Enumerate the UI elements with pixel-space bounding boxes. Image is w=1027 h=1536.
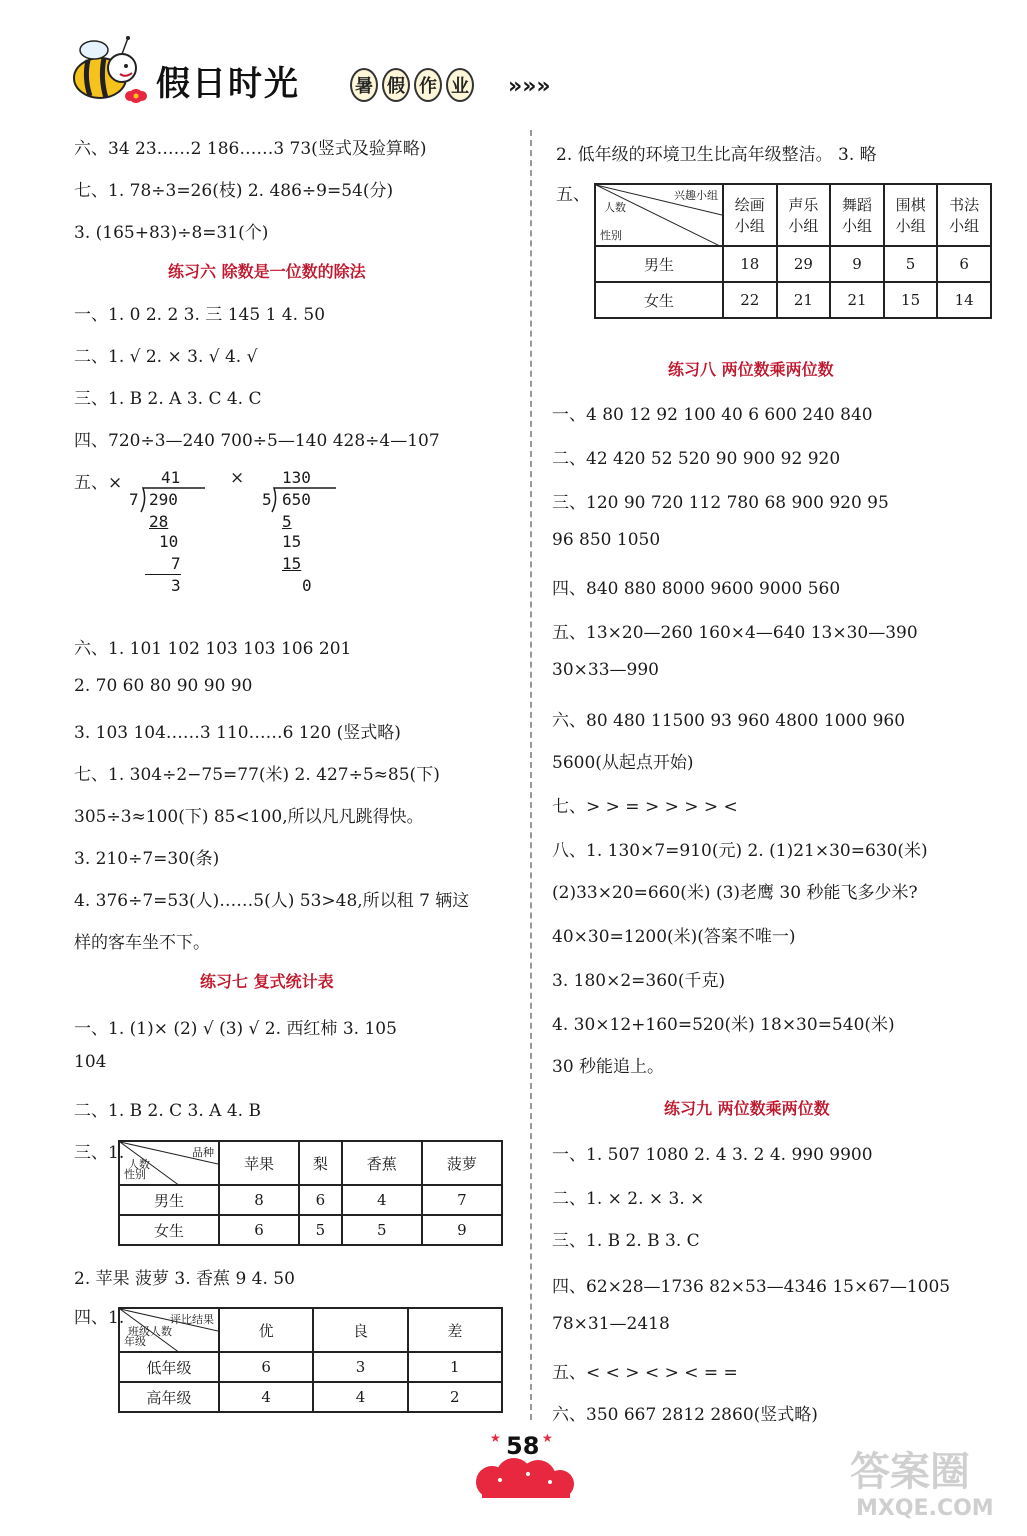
answer-line: 5600(从起点开始) — [552, 753, 694, 773]
header-badge — [350, 68, 474, 102]
column-header — [723, 184, 777, 246]
divisor: 5 — [262, 490, 272, 509]
table-row — [595, 246, 991, 282]
answer-line: 3. 180×2=360(千克) — [552, 971, 726, 991]
answer-line: 3. 103 104……3 110……6 120 (竖式略) — [74, 723, 401, 743]
answer-line: 4. 30×12+160=520(米) 18×30=540(米) — [552, 1015, 895, 1035]
column-header: 梨 — [299, 1141, 342, 1185]
answer-line: 一、1. (1)× (2) √ (3) √ 2. 西红柿 3. 105 — [74, 1019, 397, 1039]
table-cell: 5 — [342, 1215, 422, 1245]
watermark — [850, 1440, 1020, 1530]
remainder: 0 — [302, 576, 312, 595]
header-line: 小组 — [841, 217, 872, 235]
answer-line: 2. 苹果 菠萝 3. 香蕉 9 4. 50 — [74, 1269, 295, 1289]
answer-line: 2. 低年级的环境卫生比高年级整洁。 3. 略 — [556, 145, 877, 165]
answer-line: 3. (165+83)÷8=31(个) — [74, 223, 269, 243]
wrong-mark: × — [230, 468, 245, 488]
table-cell: 2 — [408, 1382, 502, 1412]
answer-line: 二、42 420 52 520 90 900 92 920 — [552, 449, 841, 469]
section-title-8: 练习八 两位数乘两位数 — [668, 360, 834, 379]
table-cell: 4 — [342, 1185, 422, 1215]
watermark-url: MXQE.COM — [856, 1496, 994, 1521]
column-header — [777, 184, 831, 246]
table-row — [119, 1382, 502, 1412]
answer-line: 五、13×20—260 160×4—640 13×30—390 — [552, 623, 918, 643]
answer-line: 六、1. 101 102 103 103 106 201 — [74, 639, 352, 659]
answer-line: 40×30=1200(米)(答案不唯一) — [552, 927, 796, 947]
table-cell: 8 — [219, 1185, 299, 1215]
section-title-9: 练习九 两位数乘两位数 — [664, 1099, 830, 1118]
subtrahend: 28 — [149, 512, 169, 531]
diag-bottom: 性别 — [124, 1168, 146, 1181]
quotient: 41 — [161, 468, 181, 487]
table-cell: 1 — [408, 1352, 502, 1382]
diag-top: 品种 — [192, 1146, 214, 1159]
section-title-6: 练习六 除数是一位数的除法 — [168, 262, 366, 281]
stats-table-fruit — [118, 1140, 503, 1246]
answer-line: 30 秒能追上。 — [552, 1057, 665, 1077]
answer-line: 三、120 90 720 112 780 68 900 920 95 — [552, 493, 889, 513]
column-header: 优 — [219, 1308, 313, 1352]
answer-line: 六、34 23……2 186……3 73(竖式及验算略) — [74, 139, 427, 159]
row-label: 男生 — [119, 1185, 219, 1215]
column-header: 良 — [313, 1308, 407, 1352]
bee-logo-icon — [60, 30, 155, 110]
underline — [145, 574, 181, 575]
answer-line: 四、1. — [74, 1308, 125, 1328]
answer-line: 五、 — [556, 185, 590, 205]
table-cell: 21 — [830, 282, 884, 318]
header-line: 小组 — [788, 217, 819, 235]
answer-line: 四、62×28—1736 82×53—4346 15×67—1005 — [552, 1277, 951, 1297]
row-label: 女生 — [595, 282, 723, 318]
header-line: 舞蹈 — [841, 196, 872, 214]
svg-text:★: ★ — [542, 1432, 553, 1445]
answer-line: 样的客车坐不下。 — [74, 933, 210, 953]
table-cell: 6 — [937, 246, 991, 282]
table-cell: 9 — [830, 246, 884, 282]
table-cell: 7 — [422, 1185, 502, 1215]
column-header: 菠萝 — [422, 1141, 502, 1185]
remainder-step: 10 — [159, 532, 179, 551]
column-header: 苹果 — [219, 1141, 299, 1185]
subtrahend: 15 — [282, 554, 302, 573]
table-row — [119, 1352, 502, 1382]
answer-line: 三、1. — [74, 1143, 125, 1163]
remainder: 3 — [171, 576, 181, 595]
column-header: 差 — [408, 1308, 502, 1352]
diag-top: 兴趣小组 — [674, 189, 718, 202]
header — [60, 30, 620, 110]
table-row — [119, 1185, 502, 1215]
diag-mid: 班级人数 — [128, 1325, 172, 1338]
header-line: 声乐 — [788, 196, 819, 214]
answer-line: 三、1. B 2. B 3. C — [552, 1231, 700, 1251]
answer-line: 一、1. 0 2. 2 3. 三 145 1 4. 50 — [74, 305, 326, 325]
header-line: 小组 — [949, 217, 980, 235]
answer-line: 一、4 80 12 92 100 40 6 600 240 840 — [552, 405, 873, 425]
column-header — [937, 184, 991, 246]
answer-line: 104 — [74, 1052, 107, 1072]
badge-char: 暑 — [350, 68, 378, 102]
answer-line: 六、80 480 11500 93 960 4800 1000 960 — [552, 711, 906, 731]
diagonal-header-cell — [119, 1141, 219, 1185]
subtrahend: 5 — [282, 512, 292, 531]
page-number: 58 — [506, 1432, 540, 1460]
row-label: 低年级 — [119, 1352, 219, 1382]
table-cell: 15 — [884, 282, 938, 318]
diag-mid: 人数 — [128, 1158, 150, 1171]
stats-table-interest — [594, 183, 992, 319]
answer-line: 305÷3≈100(下) 85<100,所以凡凡跳得快。 — [74, 807, 424, 827]
answer-line: 四、720÷3—240 700÷5—140 428÷4—107 — [74, 431, 440, 451]
table-row — [595, 282, 991, 318]
table-cell: 22 — [723, 282, 777, 318]
answer-line: 2. 70 60 80 90 90 90 — [74, 676, 253, 696]
column-header — [830, 184, 884, 246]
table-cell: 9 — [422, 1215, 502, 1245]
answer-line: 七、1. 304÷2−75=77(米) 2. 427÷5≈85(下) — [74, 765, 440, 785]
answer-line: 七、> > = > > > > < — [552, 797, 738, 817]
diag-bottom: 年级 — [124, 1335, 146, 1348]
diagonal-header-cell — [595, 184, 723, 246]
table-cell: 4 — [313, 1382, 407, 1412]
table-cell: 18 — [723, 246, 777, 282]
answer-line: 七、1. 78÷3=26(枝) 2. 486÷9=54(分) — [74, 181, 394, 201]
table-cell: 6 — [219, 1215, 299, 1245]
section-title-7: 练习七 复式统计表 — [200, 972, 334, 991]
answer-line: 30×33—990 — [552, 660, 659, 680]
dividend: 290 — [149, 490, 178, 509]
answer-line: 六、350 667 2812 2860(竖式略) — [552, 1405, 818, 1425]
column-header: 香蕉 — [342, 1141, 422, 1185]
diag-bottom: 性别 — [600, 229, 622, 242]
page-number-block — [470, 1432, 580, 1502]
answer-line: 二、1. √ 2. × 3. √ 4. √ — [74, 347, 258, 367]
header-line: 小组 — [734, 217, 765, 235]
long-division-1 — [115, 468, 195, 598]
answer-line: 二、1. × 2. × 3. × — [552, 1189, 705, 1209]
table-cell: 5 — [884, 246, 938, 282]
svg-text:★: ★ — [490, 1432, 501, 1445]
table-cell: 29 — [777, 246, 831, 282]
diag-mid: 人数 — [604, 201, 626, 214]
answer-line: 八、1. 130×7=910(元) 2. (1)21×30=630(米) — [552, 841, 928, 861]
column-header — [884, 184, 938, 246]
answer-line: 五、× — [74, 473, 123, 493]
remainder-step: 15 — [282, 532, 302, 551]
badge-char: 假 — [382, 68, 410, 102]
header-line: 绘画 — [734, 196, 765, 214]
diagonal-header-cell — [119, 1308, 219, 1352]
answer-line: 五、< < > < > < = = — [552, 1363, 738, 1383]
table-cell: 14 — [937, 282, 991, 318]
answer-line: 96 850 1050 — [552, 530, 661, 550]
long-division-2 — [250, 468, 330, 598]
table-cell: 6 — [299, 1185, 342, 1215]
answer-line: 三、1. B 2. A 3. C 4. C — [74, 389, 262, 409]
subtrahend: 7 — [171, 554, 181, 573]
header-line: 书法 — [949, 196, 980, 214]
table-cell: 5 — [299, 1215, 342, 1245]
header-line: 小组 — [895, 217, 926, 235]
badge-char: 作 — [414, 68, 442, 102]
answer-line: 78×31—2418 — [552, 1314, 670, 1334]
answer-line: 一、1. 507 1080 2. 4 3. 2 4. 990 9900 — [552, 1145, 873, 1165]
answer-line: 4. 376÷7=53(人)……5(人) 53>48,所以租 7 辆这 — [74, 891, 470, 911]
diag-top: 评比结果 — [170, 1313, 214, 1326]
watermark-title: 答案圈 — [850, 1449, 970, 1495]
column-divider — [530, 130, 532, 1420]
table-row — [119, 1215, 502, 1245]
dividend: 650 — [282, 490, 311, 509]
table-cell: 3 — [313, 1352, 407, 1382]
header-line: 围棋 — [895, 196, 926, 214]
answer-line: 四、840 880 8000 9600 9000 560 — [552, 579, 841, 599]
row-label: 高年级 — [119, 1382, 219, 1412]
divisor: 7 — [129, 490, 139, 509]
stats-table-grade — [118, 1307, 503, 1413]
header-arrows: »»» — [508, 74, 551, 99]
row-label: 男生 — [595, 246, 723, 282]
table-cell: 21 — [777, 282, 831, 318]
badge-char: 业 — [446, 68, 474, 102]
answer-line: 二、1. B 2. C 3. A 4. B — [74, 1101, 261, 1121]
quotient: 130 — [282, 468, 311, 487]
answer-line: (2)33×20=660(米) (3)老鹰 30 秒能飞多少米? — [552, 883, 918, 903]
row-label: 女生 — [119, 1215, 219, 1245]
header-title: 假日时光 — [156, 64, 300, 104]
table-cell: 6 — [219, 1352, 313, 1382]
answer-line: 3. 210÷7=30(条) — [74, 849, 220, 869]
table-cell: 4 — [219, 1382, 313, 1412]
